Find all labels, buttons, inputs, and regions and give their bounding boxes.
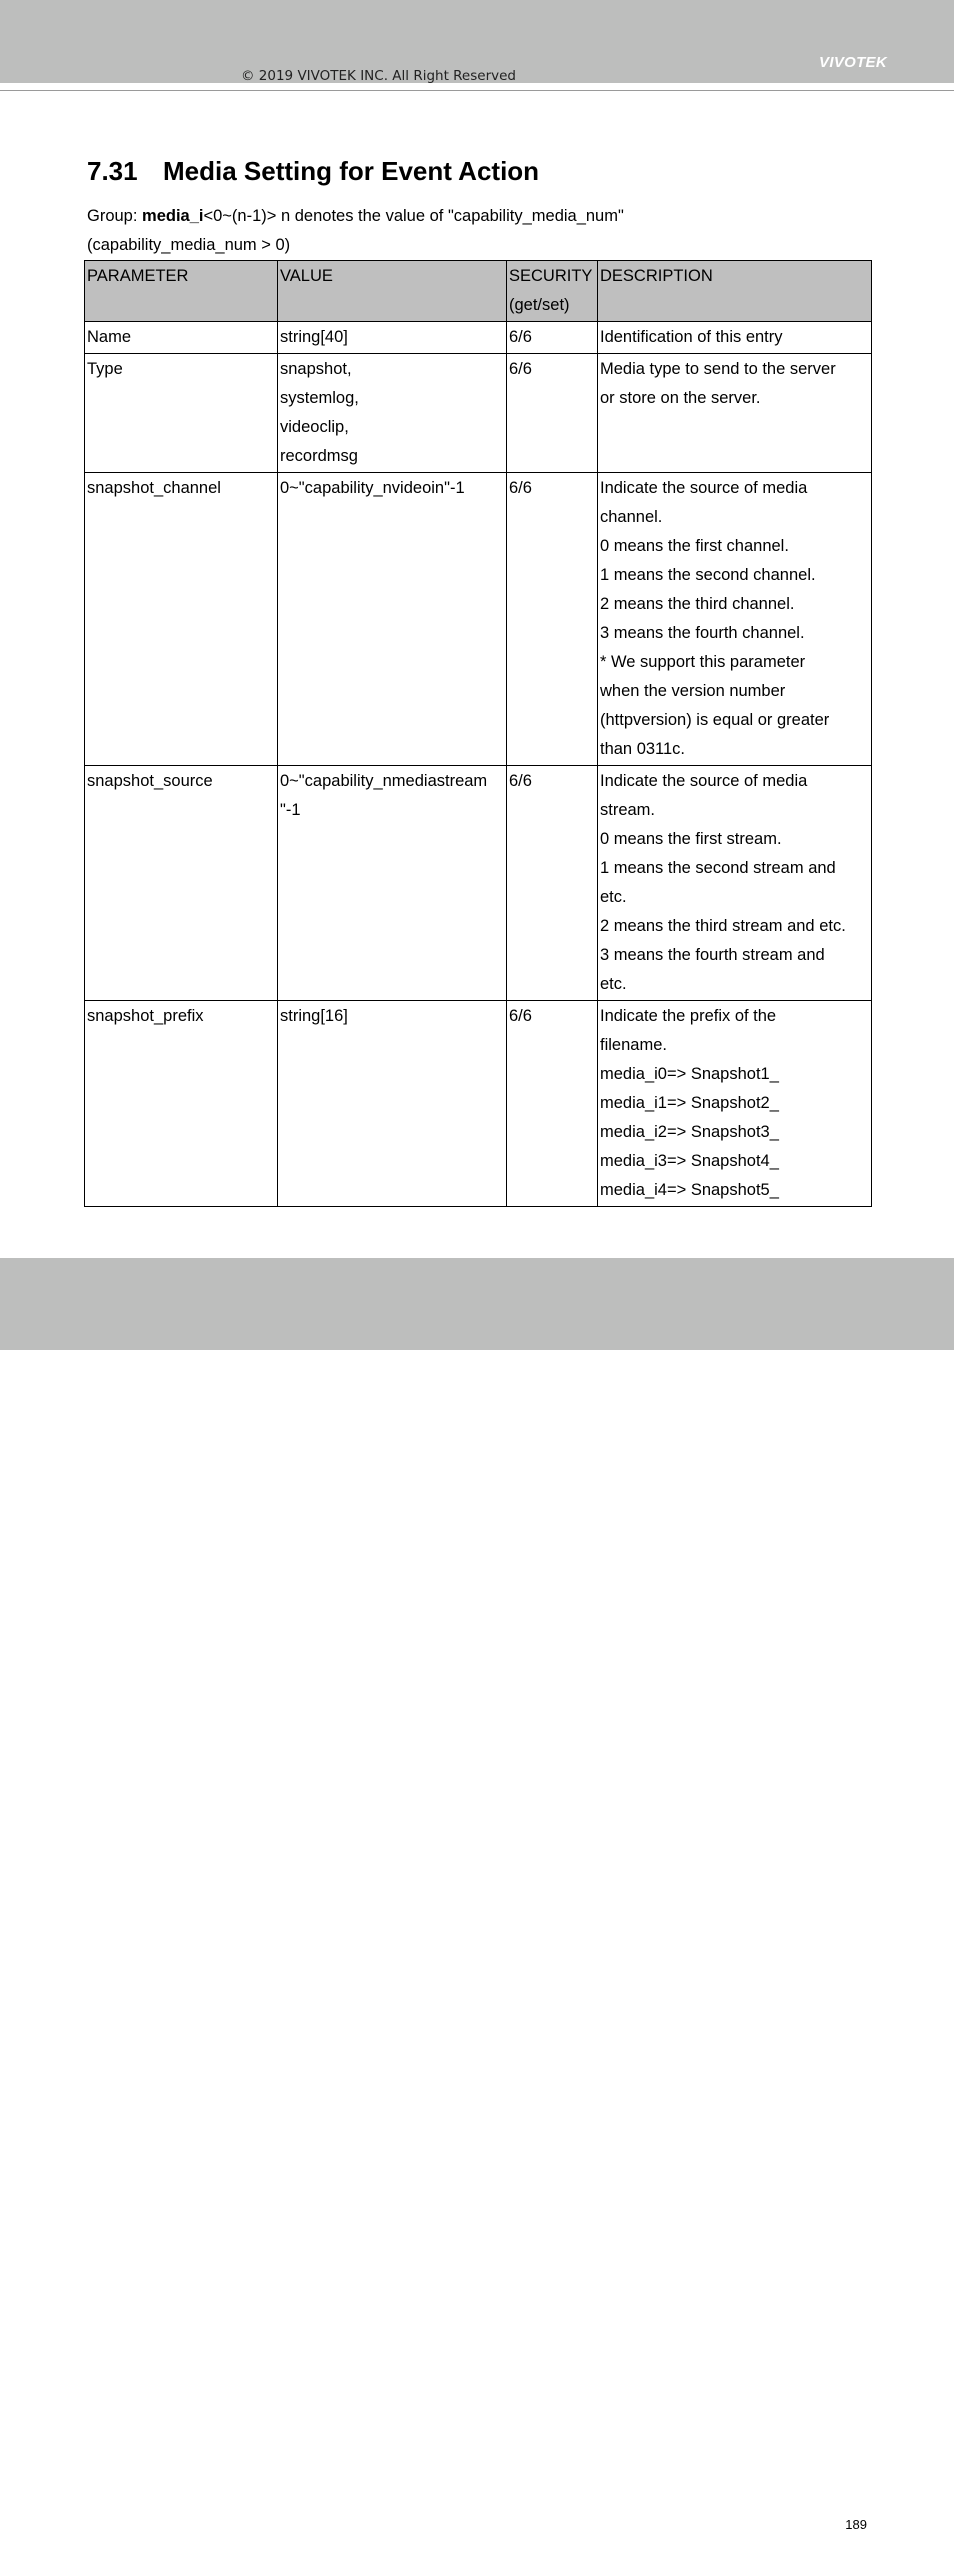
description-line: media_i1=> Snapshot2_ xyxy=(600,1094,779,1112)
value-line: "-1 xyxy=(280,801,301,819)
description-line: * We support this parameter xyxy=(600,653,806,671)
cell-description xyxy=(598,354,872,473)
table-row xyxy=(85,354,872,473)
cell-parameter: Type xyxy=(85,354,278,473)
copyright-text: © 2019 VIVOTEK INC. All Right Reserved xyxy=(241,68,516,84)
group-name: media_i xyxy=(142,207,204,225)
description-line: when the version number xyxy=(600,682,786,700)
cell-description xyxy=(598,322,872,354)
value-line: 0~"capability_nvideoin"-1 xyxy=(280,479,465,497)
value-line: videoclip, xyxy=(280,418,349,436)
group-condition: (capability_media_num > 0) xyxy=(87,236,291,254)
section-heading: Media Setting for Event Action xyxy=(163,156,540,186)
description-line: 0 means the first stream. xyxy=(600,830,782,848)
cell-parameter: snapshot_prefix xyxy=(85,1001,278,1207)
description-line: filename. xyxy=(600,1036,667,1054)
section-title xyxy=(87,156,539,187)
description-line: 2 means the third channel. xyxy=(600,595,795,613)
table-body xyxy=(85,322,872,1207)
brand-logo: VIVOTEK xyxy=(819,54,887,71)
header-description: DESCRIPTION xyxy=(598,261,872,322)
description-line: 0 means the first channel. xyxy=(600,537,789,555)
description-line: media_i2=> Snapshot3_ xyxy=(600,1123,779,1141)
manual-label: User's Manual - 321 xyxy=(762,2533,887,2549)
value-line: string[40] xyxy=(280,328,348,346)
table-header-row xyxy=(85,261,872,322)
value-line: string[16] xyxy=(280,1007,348,1025)
cell-security: 6/6 xyxy=(507,354,598,473)
parameter-table xyxy=(84,260,872,1207)
page-number: 189 xyxy=(845,2517,867,2532)
value-line: recordmsg xyxy=(280,447,358,465)
description-line: 1 means the second channel. xyxy=(600,566,816,584)
header-value: VALUE xyxy=(278,261,507,322)
description-line: Indicate the prefix of the xyxy=(600,1007,777,1025)
header-band xyxy=(0,0,954,83)
description-line: stream. xyxy=(600,801,656,819)
description-line: Identification of this entry xyxy=(600,328,783,346)
description-line: (httpversion) is equal or greater xyxy=(600,711,830,729)
description-line: etc. xyxy=(600,975,627,993)
description-line: channel. xyxy=(600,508,663,526)
header-security-line1: SECURITY xyxy=(509,267,593,285)
description-line: media_i3=> Snapshot4_ xyxy=(600,1152,779,1170)
group-line xyxy=(87,202,624,231)
description-line: Media type to send to the server xyxy=(600,360,836,378)
description-line: media_i0=> Snapshot1_ xyxy=(600,1065,779,1083)
cell-description xyxy=(598,473,872,766)
header-security-line2: (get/set) xyxy=(509,296,570,314)
value-line: snapshot, xyxy=(280,360,352,378)
description-line: 3 means the fourth stream and xyxy=(600,946,825,964)
cell-value xyxy=(278,1001,507,1207)
description-line: or store on the server. xyxy=(600,389,761,407)
cell-value xyxy=(278,473,507,766)
section-number: 7.31 xyxy=(87,156,138,186)
cell-security: 6/6 xyxy=(507,473,598,766)
description-line: etc. xyxy=(600,888,627,906)
cell-security: 6/6 xyxy=(507,1001,598,1207)
table-row xyxy=(85,473,872,766)
group-suffix: <0~(n-1)> n denotes the value of "capability_media_num" xyxy=(203,207,624,225)
description-line: 2 means the third stream and etc. xyxy=(600,917,846,935)
cell-parameter: snapshot_channel xyxy=(85,473,278,766)
cell-parameter: Name xyxy=(85,322,278,354)
header-parameter: PARAMETER xyxy=(85,261,278,322)
value-line: 0~"capability_nmediastream xyxy=(280,772,488,790)
cell-value xyxy=(278,766,507,1001)
description-line: Indicate the source of media xyxy=(600,772,808,790)
cell-security: 6/6 xyxy=(507,322,598,354)
footer-band xyxy=(0,1258,954,2549)
description-line: Indicate the source of media xyxy=(600,479,808,497)
cell-description xyxy=(598,1001,872,1207)
group-prefix: Group: xyxy=(87,207,143,225)
header-security xyxy=(507,261,598,322)
cell-description xyxy=(598,766,872,1001)
cell-value xyxy=(278,322,507,354)
group-intro xyxy=(87,202,624,260)
description-line: media_i4=> Snapshot5_ xyxy=(600,1181,779,1199)
description-line: 1 means the second stream and xyxy=(600,859,836,877)
table-row xyxy=(85,766,872,1001)
cell-value xyxy=(278,354,507,473)
table-row xyxy=(85,322,872,354)
description-line: 3 means the fourth channel. xyxy=(600,624,805,642)
cell-security: 6/6 xyxy=(507,766,598,1001)
value-line: systemlog, xyxy=(280,389,359,407)
table-row xyxy=(85,1001,872,1207)
header-divider xyxy=(0,90,954,91)
cell-parameter: snapshot_source xyxy=(85,766,278,1001)
description-line: than 0311c. xyxy=(600,740,686,758)
